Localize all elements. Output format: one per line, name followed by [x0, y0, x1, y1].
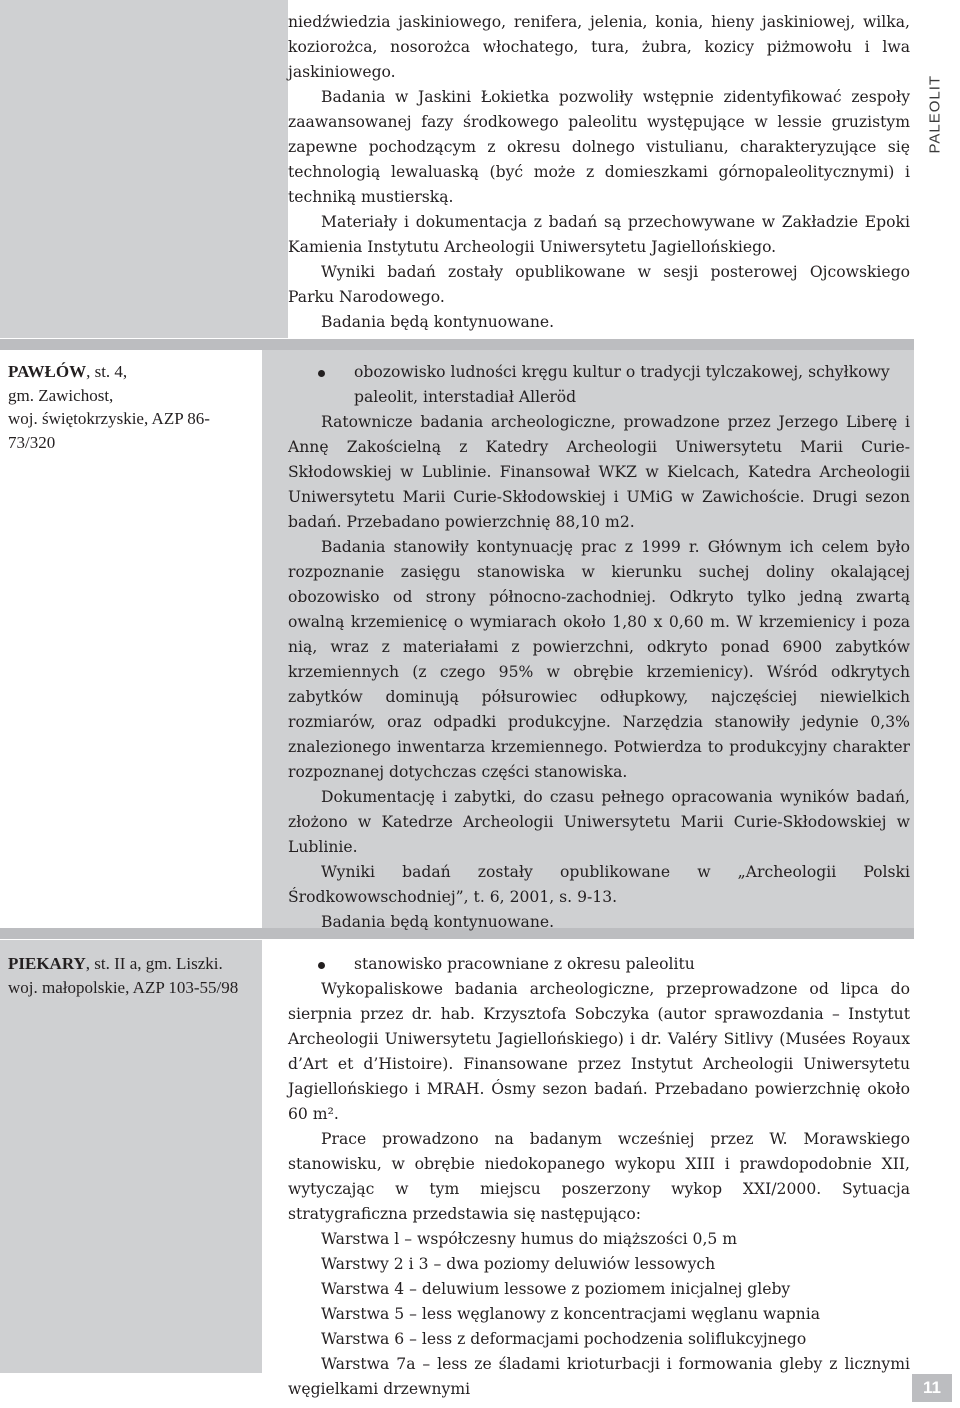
site-rest: , st. 4,	[86, 362, 128, 381]
bullet-item	[288, 360, 910, 410]
paragraph: Badania stanowiły kontynuację prac z 1999 r. Głównym ich celem było rozpoznanie zasięgu stanowiska w kierunku suchej doliny okalającej obozowisko od strony północno-zachodniej. Odkryto tylko jedną zwartą owalną krzemienicę o wymiarach około 1,80 x 0,60 m. W krzemienicy i poza nią, wraz z materiałami z powierzchni, odkryto ponad 6900 zabytków krzemiennych (z czego 95% w obrębie krzemienicy). Wśród odkrytych zabytków dominują półsurowiec odłupkowy, najczęściej niewielkich rozmiarów, oraz odpadki produkcyjne. Narzędzia stanowiły jedynie 0,3% znalezionego inwentarza krzemiennego. Potwierdza to produkcyjny charakter rozpoznanej dotychczas części stanowiska.	[288, 538, 910, 781]
site-title-line	[8, 360, 248, 384]
layer-item: Warstwa 5 – less węglanowy z koncentracjami węglanu wapnia	[321, 1305, 820, 1323]
piekary-side-panel	[0, 940, 262, 1373]
paragraph: Badania będą kontynuowane.	[321, 913, 555, 931]
site-rest: , st. II a, gm. Liszki.	[85, 954, 223, 973]
layer-item: Warstwa 6 – less z deformacjami pochodzenia soliflukcyjnego	[321, 1330, 807, 1348]
site-line: gm. Zawichost,	[8, 385, 114, 405]
piekary-text-block	[288, 952, 910, 1402]
pawlow-text-block	[288, 360, 910, 935]
site-heading-piekary	[8, 952, 248, 999]
page-number: 11	[912, 1374, 952, 1402]
section-divider-1	[0, 339, 914, 350]
site-name: PIEKARY	[8, 954, 86, 973]
paragraph: Wykopaliskowe badania archeologiczne, przeprowadzone od lipca do sierpnia przez dr. hab. Krzysztofa Sobczyka (autor sprawozdania – Instytut Archeologii Uniwersytetu Jagiellońskiego) i dr. Valéry Sitlivy (Musées Royaux d’Art et d’Histoire). Finansowane przez Instytut Archeologii Uniwersytetu Jagiellońskiego i MRAH. Ósmy sezon badań. Przebadano powierzchnię około 60 m².	[288, 980, 910, 1123]
paragraph: Dokumentację i zabytki, do czasu pełnego opracowania wyników badań, złożono w Katedrze Archeologii Uniwersytetu Marii Curie-Skłodowskiej w Lublinie.	[288, 788, 910, 856]
layer-item: Warstwa 7a – less ze śladami krioturbacji i formowania gleby z licznymi węgielkami drzewnymi	[288, 1355, 910, 1398]
site-heading-pawlow	[8, 360, 248, 454]
layer-item: Warstwa 4 – deluwium lessowe z poziomem inicjalnej gleby	[321, 1280, 791, 1298]
layer-item: Warstwa l – współczesny humus do miąższości 0,5 m	[321, 1230, 738, 1248]
bullet-item	[288, 952, 910, 977]
continuation-paragraph: niedźwiedzia jaskiniowego, renifera, jelenia, konia, hieny jaskiniowej, wilka, koziorożca, nosorożca włochatego, tura, żubra, kozicy piżmowołu i lwa jaskiniowego.	[288, 13, 910, 81]
bullet-text: stanowisko pracowniane z okresu paleolitu	[354, 955, 695, 973]
paragraph: Badania będą kontynuowane.	[321, 313, 555, 331]
site-line: woj. małopolskie, AZP 103-55/98	[8, 977, 239, 997]
layer-item: Warstwy 2 i 3 – dwa poziomy deluwiów lessowych	[321, 1255, 716, 1273]
top-text-block	[288, 10, 910, 335]
site-title-line	[8, 952, 248, 976]
top-left-panel	[0, 0, 262, 338]
paragraph: Badania w Jaskini Łokietka pozwoliły wstępnie zidentyfikować zespoły zaawansowanej fazy środkowego paleolitu występujące w lessie gruzistym zapewne pochodzącym z okresu dolnego vistulianu, charakteryzujące się technologią lewaluaską (być może z domieszkami górnopaleolitycznymi) i techniką mustierską.	[288, 88, 910, 206]
site-name: PAWŁÓW	[8, 362, 87, 381]
paragraph: Wyniki badań zostały opublikowane w sesji posterowej Ojcowskiego Parku Narodowego.	[288, 263, 910, 306]
paragraph: Wyniki badań zostały opublikowane w „Archeologii Polski Środkowowschodniej”, t. 6, 2001, s. 9-13.	[288, 863, 910, 906]
paragraph: Prace prowadzono na badanym wcześniej przez W. Morawskiego stanowisku, w obrębie niedokopanego wykopu XIII i prawdopodobnie XII, wytyczając w tym miejscu poszerzony wykop XXI/2000. Sytuacja stratygraficzna przedstawia się następująco:	[288, 1130, 910, 1223]
bullet-icon	[318, 370, 325, 377]
paragraph: Materiały i dokumentacja z badań są przechowywane w Zakładzie Epoki Kamienia Instytutu Archeologii Uniwersytetu Jagiellońskiego.	[288, 213, 910, 256]
bullet-text: obozowisko ludności kręgu kultur o tradycji tylczakowej, schyłkowy paleolit, interstadiał Alleröd	[354, 363, 890, 406]
paragraph: Ratownicze badania archeologiczne, prowadzone przez Jerzego Liberę i Annę Zakościelną z Katedry Archeologii Uniwersytetu Marii Curie-Skłodowskiej w Lublinie. Finansował WKZ w Kielcach, Katedra Archeologii Uniwersytetu Marii Curie-Skłodowskiej i UMiG w Zawichoście. Drugi sezon badań. Przebadano powierzchnię 88,10 m2.	[288, 413, 910, 531]
running-header: PALEOLIT	[926, 74, 944, 154]
site-line: woj. świętokrzyskie, AZP 86-73/320	[8, 409, 210, 452]
top-left-strip	[262, 0, 288, 338]
bullet-icon	[318, 962, 325, 969]
running-header-tab	[914, 0, 960, 340]
